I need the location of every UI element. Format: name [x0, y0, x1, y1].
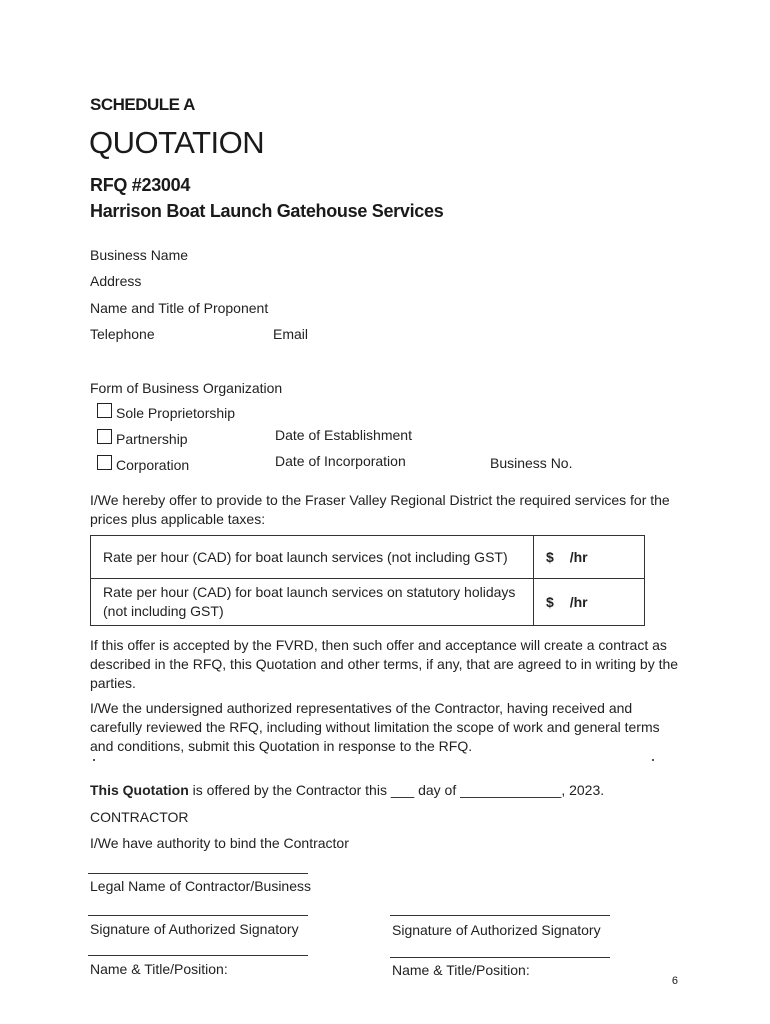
rate-table — [90, 535, 645, 626]
business-name-label: Business Name — [90, 247, 189, 263]
rfq-number: RFQ #23004 — [90, 175, 191, 195]
date-incorporation-label: Date of Incorporation — [275, 453, 406, 469]
rate-description: Rate per hour (CAD) for boat launch services on statutory holidays (not including GST) — [91, 579, 534, 626]
corporation-checkbox[interactable] — [97, 455, 112, 470]
signature-line-right[interactable] — [390, 915, 610, 916]
scan-mark — [652, 759, 654, 761]
business-no-label: Business No. — [490, 455, 573, 471]
legal-name-line[interactable] — [88, 873, 308, 874]
signature-line-left[interactable] — [88, 915, 308, 916]
name-title-line-left[interactable] — [88, 955, 308, 956]
email-label: Email — [273, 326, 309, 342]
name-title-label: Name and Title of Proponent — [90, 300, 269, 316]
partnership-checkbox[interactable] — [97, 429, 112, 444]
rate-unit: /hr — [569, 594, 588, 610]
authority-statement: I/We have authority to bind the Contractor — [90, 835, 349, 851]
name-title-line-right[interactable] — [390, 957, 610, 958]
sole-proprietorship-label: Sole Proprietorship — [116, 405, 236, 421]
organization-heading: Form of Business Organization — [90, 380, 283, 396]
review-paragraph: I/We the undersigned authorized representatives of the Contractor, having received and carefully reviewed the RFQ, including without limitation the scope of work and general terms and conditions, submit this Quotation in response to the RFQ. — [90, 700, 660, 754]
project-title: Harrison Boat Launch Gatehouse Services — [90, 201, 444, 221]
rate-price-cell[interactable] — [534, 536, 645, 579]
address-label: Address — [90, 273, 142, 289]
table-row — [91, 536, 645, 579]
offer-statement — [90, 782, 604, 798]
sole-proprietorship-checkbox[interactable] — [97, 403, 112, 418]
table-row — [91, 579, 645, 626]
date-establishment-label: Date of Establishment — [275, 427, 412, 443]
offer-statement-bold: This Quotation — [90, 782, 189, 798]
page-title: QUOTATION — [89, 125, 265, 160]
rate-unit: /hr — [569, 549, 588, 565]
currency-symbol: $ — [546, 549, 554, 565]
currency-symbol: $ — [546, 594, 554, 610]
scan-mark — [93, 759, 95, 761]
telephone-label: Telephone — [90, 326, 155, 342]
offer-statement-text: is offered by the Contractor this ___ day of _____________, 2023. — [188, 782, 605, 798]
contractor-label: CONTRACTOR — [90, 809, 189, 825]
partnership-label: Partnership — [116, 431, 188, 447]
acceptance-paragraph: If this offer is accepted by the FVRD, then such offer and acceptance will create a contract as described in the RFQ, this Quotation and other terms, if any, that are agreed to in writing by the parties. — [90, 637, 679, 691]
rate-price-cell[interactable] — [534, 579, 645, 626]
signature-label-left: Signature of Authorized Signatory — [90, 921, 299, 937]
corporation-label: Corporation — [116, 457, 190, 473]
signature-label-right: Signature of Authorized Signatory — [392, 922, 601, 938]
schedule-label: SCHEDULE A — [90, 95, 195, 114]
rate-description: Rate per hour (CAD) for boat launch services (not including GST) — [91, 536, 534, 579]
legal-name-label: Legal Name of Contractor/Business — [90, 878, 311, 894]
page-number: 6 — [671, 975, 678, 987]
name-title-label-right: Name & Title/Position: — [392, 962, 530, 978]
name-title-label-left: Name & Title/Position: — [90, 961, 228, 977]
offer-intro: I/We hereby offer to provide to the Fraser Valley Regional District the required services for the prices plus applicable taxes: — [90, 492, 670, 527]
